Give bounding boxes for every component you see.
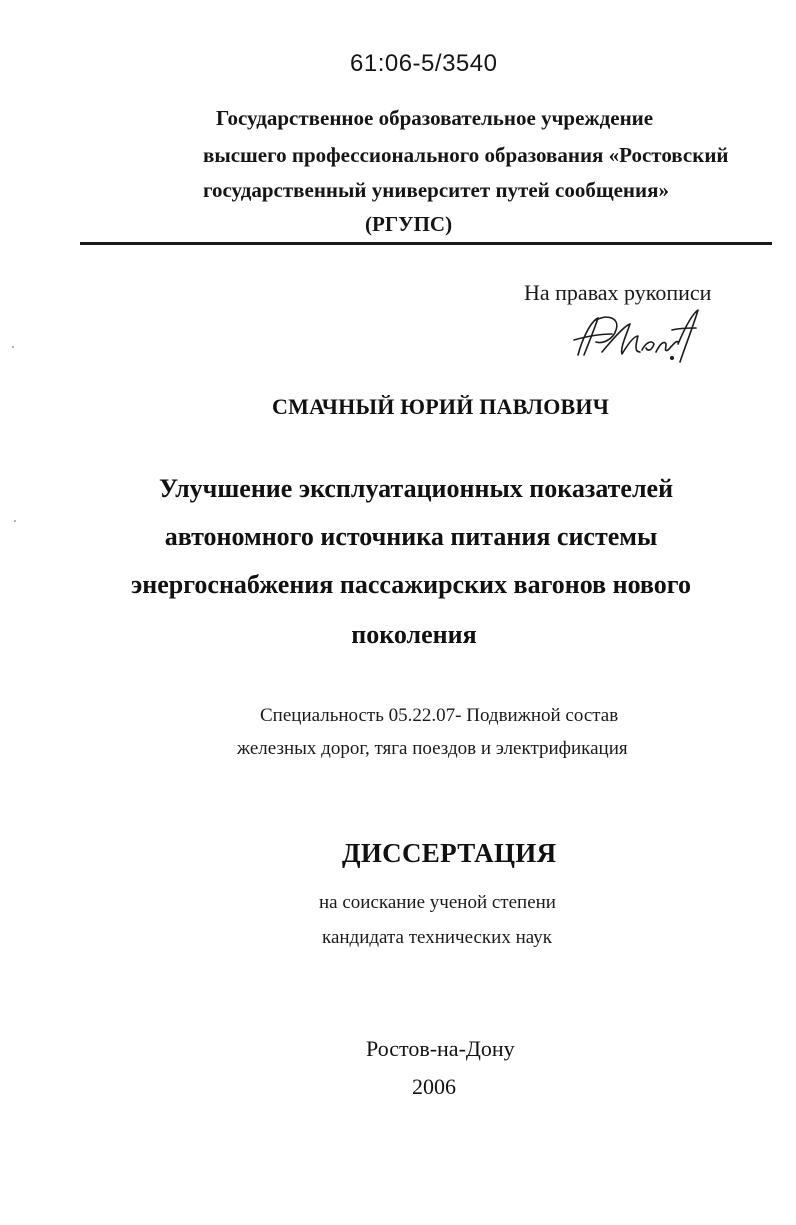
header-divider [80, 242, 772, 245]
scan-speck [12, 346, 14, 348]
catalog-number: 61:06-5/3540 [350, 50, 498, 77]
specialty-line-2: железных дорог, тяга поездов и электрификация [237, 738, 628, 759]
institution-line-2: высшего профессионального образования «Ростовский [203, 143, 729, 167]
author-name: СМАЧНЫЙ ЮРИЙ ПАВЛОВИЧ [272, 394, 610, 419]
thesis-title-line-3: энергоснабжения пассажирских вагонов нового [131, 570, 691, 599]
city: Ростов-на-Дону [366, 1036, 515, 1061]
year: 2006 [412, 1074, 456, 1099]
specialty-line-1: Специальность 05.22.07- Подвижной состав [260, 705, 619, 726]
document-type-heading: ДИССЕРТАЦИЯ [342, 838, 557, 868]
institution-abbreviation: (РГУПС) [365, 212, 453, 236]
institution-line-1: Государственное образовательное учреждение [216, 106, 654, 130]
thesis-title-line-1: Улучшение эксплуатационных показателей [158, 474, 674, 503]
degree-line-2: кандидата технических наук [322, 927, 552, 948]
institution-line-3: государственный университет путей сообщения» [203, 178, 669, 202]
thesis-title-line-2: автономного источника питания системы [164, 522, 658, 551]
degree-line-1: на соискание ученой степени [319, 892, 556, 913]
manuscript-note: На правах рукописи [524, 280, 712, 305]
handwritten-signature [568, 300, 708, 370]
scan-speck [14, 520, 16, 522]
thesis-title-line-4: поколения [351, 620, 477, 649]
